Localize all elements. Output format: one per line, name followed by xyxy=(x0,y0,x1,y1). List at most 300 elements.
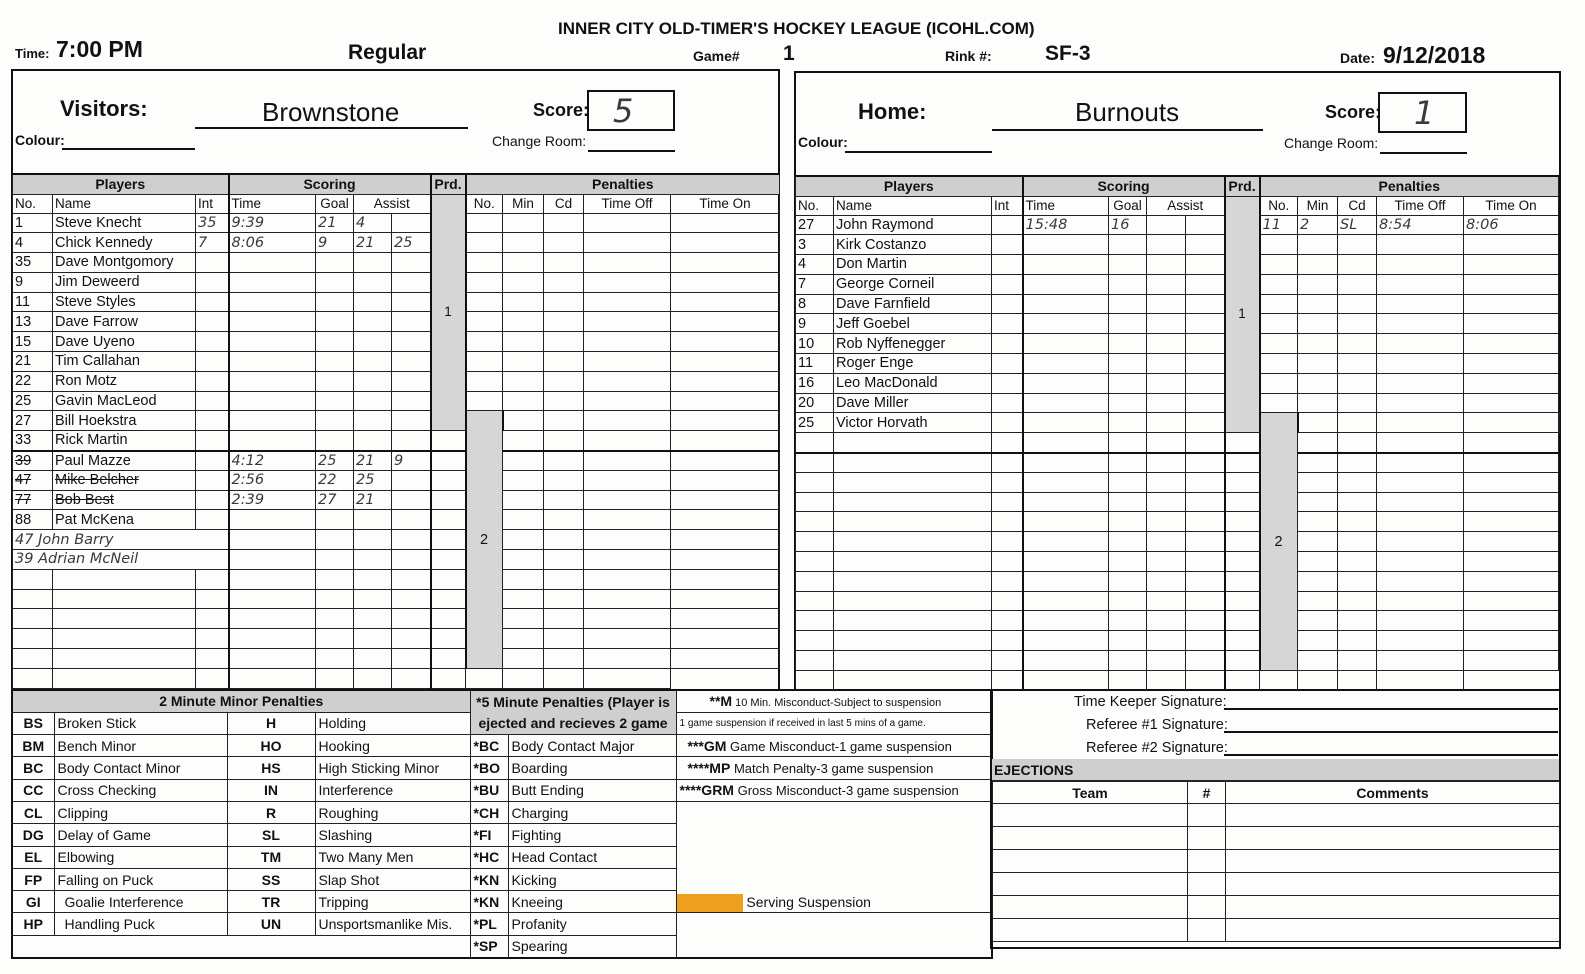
assist-1 xyxy=(354,292,392,312)
goal-scorer xyxy=(1109,631,1147,651)
goal-time: 2:56 xyxy=(229,470,316,490)
minor-desc: Unsportsmanlike Mis. xyxy=(315,913,470,935)
player-number: 77 xyxy=(13,490,53,510)
player-int xyxy=(992,631,1023,651)
minor-desc: Goalie Interference xyxy=(54,891,227,913)
player-int xyxy=(992,274,1023,294)
assist-1 xyxy=(354,510,392,530)
penalty-number xyxy=(1225,532,1260,552)
penalty-number xyxy=(431,451,466,471)
player-int xyxy=(196,391,229,411)
penalty-time-off xyxy=(1377,294,1464,314)
penalty-time-on xyxy=(671,312,780,332)
assist-2 xyxy=(1186,631,1225,651)
referee2-signature-label: Referee #2 Signature: xyxy=(1086,740,1228,756)
assist-1 xyxy=(1147,591,1186,611)
assist-2 xyxy=(1186,413,1225,433)
goal-time xyxy=(1023,314,1109,334)
assist-1: 25 xyxy=(354,470,392,490)
player-name xyxy=(834,651,992,671)
player-number: 7 xyxy=(796,274,834,294)
major-desc: Head Contact xyxy=(508,846,676,868)
assist-2 xyxy=(392,550,431,570)
minor-code: TR xyxy=(227,891,315,913)
goal-time: 9:39 xyxy=(229,213,316,233)
home-player-row xyxy=(796,373,1560,393)
penalty-time-on xyxy=(671,550,780,570)
player-number xyxy=(13,569,53,589)
penalty-minutes xyxy=(1298,571,1338,591)
penalty-time-off xyxy=(1377,393,1464,413)
ejection-cell xyxy=(1188,850,1226,873)
rink-label: Rink #: xyxy=(945,48,992,64)
player-name: Leo MacDonald xyxy=(834,373,992,393)
penalty-number xyxy=(466,272,503,292)
home-room-label: Change Room: xyxy=(1284,135,1379,151)
major-code: *CH xyxy=(470,801,508,823)
assist-2 xyxy=(392,490,431,510)
player-name xyxy=(834,611,992,631)
assist-2 xyxy=(392,569,431,589)
visitor-player-row xyxy=(13,470,780,490)
player-int xyxy=(196,451,229,471)
minor-code: TM xyxy=(227,846,315,868)
penalty-number xyxy=(1260,373,1298,393)
penalty-code xyxy=(544,629,584,649)
penalty-number xyxy=(1260,354,1298,374)
penalty-number xyxy=(466,253,503,273)
player-name: Paul Mazze xyxy=(53,451,196,471)
visitor-player-row xyxy=(13,649,780,669)
player-int xyxy=(992,354,1023,374)
minor-code: IN xyxy=(227,779,315,801)
major-code: *PL xyxy=(470,913,508,935)
minor-desc: Interference xyxy=(315,779,470,801)
minor-desc: Elbowing xyxy=(54,846,227,868)
player-int xyxy=(992,651,1023,671)
minor-desc: High Sticking Minor xyxy=(315,757,470,779)
visitor-player-row xyxy=(13,550,780,570)
minor-code: BM xyxy=(12,735,54,757)
penalty-code xyxy=(1338,453,1377,473)
player-number: 11 xyxy=(13,292,53,312)
player-int xyxy=(992,611,1023,631)
player-number xyxy=(796,472,834,492)
home-player-row xyxy=(796,670,1560,690)
penalty-minutes xyxy=(503,589,544,609)
player-int xyxy=(992,433,1023,453)
league-title: INNER CITY OLD-TIMER'S HOCKEY LEAGUE (ICOHL.COM) xyxy=(558,19,1035,38)
penalty-time-off xyxy=(584,589,671,609)
visitor-player-handwritten xyxy=(13,550,229,570)
goal-time xyxy=(1023,354,1109,374)
player-name xyxy=(834,532,992,552)
assist-1 xyxy=(1147,433,1186,453)
ejection-row xyxy=(993,873,1560,896)
visitors-score-box xyxy=(587,90,675,131)
assist-1 xyxy=(1147,294,1186,314)
major-code: *KN xyxy=(470,868,508,890)
visitor-player-row xyxy=(13,411,780,431)
goal-scorer xyxy=(316,609,354,629)
penalty-number xyxy=(1260,274,1298,294)
penalty-time-off xyxy=(1377,274,1464,294)
assist-1: 21 xyxy=(354,233,392,253)
penalty-code xyxy=(544,530,584,550)
penalty-code xyxy=(1377,413,1464,433)
player-name: Steve Knecht xyxy=(53,213,196,233)
assist-2 xyxy=(1186,314,1225,334)
penalty-time-off xyxy=(1377,552,1464,572)
ejection-cell xyxy=(1226,850,1560,873)
player-number xyxy=(796,631,834,651)
ejections-team-header: Team xyxy=(993,782,1188,804)
assist-1 xyxy=(354,431,392,451)
player-name xyxy=(53,629,196,649)
penalty-legend xyxy=(11,689,993,959)
player-name: Dave Farnfield xyxy=(834,294,992,314)
goal-scorer xyxy=(1109,314,1147,334)
penalty-number xyxy=(431,609,466,629)
penalty-number xyxy=(431,649,466,669)
player-name xyxy=(834,433,992,453)
player-name xyxy=(834,591,992,611)
penalty-number xyxy=(431,589,466,609)
player-int xyxy=(992,314,1023,334)
home-col-goal: Goal xyxy=(1109,196,1147,215)
penalty-number xyxy=(1225,670,1260,690)
penalty-time-off xyxy=(584,431,671,451)
penalty-code xyxy=(1338,393,1377,413)
visitor-period-1: 1 xyxy=(431,194,466,431)
minor-code: HO xyxy=(227,735,315,757)
home-player-row xyxy=(796,215,1560,235)
penalty-minutes xyxy=(466,668,503,688)
player-number: 25 xyxy=(13,391,53,411)
player-name: Dave Farrow xyxy=(53,312,196,332)
assist-2 xyxy=(392,470,431,490)
minor-desc: Body Contact Minor xyxy=(54,757,227,779)
home-colour-label: Colour: xyxy=(798,134,848,150)
home-players-header: Players xyxy=(796,176,1023,196)
goal-scorer xyxy=(1109,611,1147,631)
penalty-time-on xyxy=(671,371,780,391)
assist-2 xyxy=(392,589,431,609)
assist-1: 21 xyxy=(354,490,392,510)
player-name: Adrian McNeil xyxy=(38,551,139,568)
assist-1 xyxy=(1147,274,1186,294)
player-name xyxy=(834,512,992,532)
assist-1 xyxy=(1147,532,1186,552)
minor-code: SL xyxy=(227,824,315,846)
player-int xyxy=(196,431,229,451)
goal-time xyxy=(1023,274,1109,294)
visitor-player-row xyxy=(13,569,780,589)
assist-1 xyxy=(1147,334,1186,354)
penalty-time-off xyxy=(584,332,671,352)
goal-time xyxy=(1023,512,1109,532)
timekeeper-signature-label: Time Keeper Signature: xyxy=(1074,694,1227,710)
penalty-minutes xyxy=(503,490,544,510)
assist-1 xyxy=(354,530,392,550)
visitor-penalties-header: Penalties xyxy=(466,174,780,194)
assist-2 xyxy=(1186,215,1225,235)
penalty-code xyxy=(1338,571,1377,591)
penalty-number xyxy=(1298,413,1338,433)
player-number: 47 xyxy=(15,531,34,548)
goal-scorer xyxy=(316,391,354,411)
penalty-code xyxy=(544,510,584,530)
penalty-time-on xyxy=(1464,631,1559,651)
penalty-number xyxy=(431,668,466,688)
assist-1 xyxy=(1147,393,1186,413)
penalty-time-off xyxy=(1377,532,1464,552)
player-int xyxy=(992,552,1023,572)
penalty-time-off xyxy=(1377,314,1464,334)
goal-scorer xyxy=(1109,354,1147,374)
assist-2 xyxy=(1186,433,1225,453)
goal-time xyxy=(1023,255,1109,275)
penalty-minutes xyxy=(1298,532,1338,552)
goal-scorer: 27 xyxy=(316,490,354,510)
player-name: Rob Nyffenegger xyxy=(834,334,992,354)
goal-scorer xyxy=(316,510,354,530)
assist-2 xyxy=(1186,532,1225,552)
assist-1 xyxy=(1147,314,1186,334)
visitor-scoring-header: Scoring xyxy=(229,174,431,194)
ejection-cell xyxy=(993,827,1188,850)
penalty-time-on xyxy=(671,431,780,451)
home-player-row xyxy=(796,354,1560,374)
penalty-number xyxy=(1225,611,1260,631)
misc-desc: Game Misconduct-1 game suspension xyxy=(730,738,952,754)
misc-code: ****GRM xyxy=(679,782,734,799)
minor-desc: Bench Minor xyxy=(54,735,227,757)
assist-1 xyxy=(1147,651,1186,671)
penalty-time-off: 8:54 xyxy=(1377,215,1464,235)
penalty-time-on xyxy=(671,253,780,273)
penalty-time-off xyxy=(1377,235,1464,255)
player-name xyxy=(53,668,196,688)
player-int xyxy=(196,490,229,510)
penalty-time-off xyxy=(1377,591,1464,611)
assist-2 xyxy=(1186,611,1225,631)
penalty-time-on xyxy=(671,451,780,471)
goal-time xyxy=(1023,492,1109,512)
referee1-signature-label: Referee #1 Signature: xyxy=(1086,717,1228,733)
goal-scorer xyxy=(316,411,354,431)
goal-scorer xyxy=(1109,651,1147,671)
assist-1 xyxy=(1147,235,1186,255)
penalty-number xyxy=(1260,294,1298,314)
penalty-code xyxy=(544,649,584,669)
penalty-code xyxy=(1338,334,1377,354)
goal-scorer xyxy=(1109,294,1147,314)
ejection-row xyxy=(993,804,1560,827)
ejection-cell xyxy=(1188,804,1226,827)
assist-1 xyxy=(1147,255,1186,275)
goal-scorer xyxy=(316,649,354,669)
visitor-player-row xyxy=(13,668,780,688)
penalty-time-on xyxy=(671,213,780,233)
goal-time xyxy=(1023,413,1109,433)
penalty-time-off xyxy=(1377,611,1464,631)
penalty-number xyxy=(1225,492,1260,512)
penalty-time-on xyxy=(671,609,780,629)
ejection-row xyxy=(993,919,1560,942)
goal-scorer xyxy=(316,629,354,649)
visitor-col-assist: Assist xyxy=(354,194,431,213)
ejections-number-header: # xyxy=(1188,782,1226,804)
assist-2 xyxy=(1186,373,1225,393)
assist-1 xyxy=(1147,472,1186,492)
penalty-minutes xyxy=(1298,631,1338,651)
home-col-name: Name xyxy=(834,196,992,215)
goal-scorer: 25 xyxy=(316,451,354,471)
penalty-time-off xyxy=(584,510,671,530)
home-col-min: Min xyxy=(1298,196,1338,215)
penalty-time-on xyxy=(1464,611,1559,631)
penalty-number xyxy=(1225,453,1260,473)
penalty-number xyxy=(466,352,503,372)
penalty-number xyxy=(466,233,503,253)
assist-2 xyxy=(392,649,431,669)
visitor-player-row xyxy=(13,609,780,629)
goal-scorer xyxy=(1109,453,1147,473)
legend-empty xyxy=(12,935,470,957)
goal-time xyxy=(1023,334,1109,354)
ejection-row xyxy=(993,827,1560,850)
assist-2 xyxy=(392,391,431,411)
goal-time xyxy=(229,292,316,312)
player-number: 10 xyxy=(796,334,834,354)
goal-time xyxy=(1023,235,1109,255)
penalty-minutes xyxy=(1298,255,1338,275)
ejection-cell xyxy=(1226,804,1560,827)
penalty-time-on xyxy=(671,569,780,589)
assist-2 xyxy=(1186,552,1225,572)
goal-scorer xyxy=(1109,532,1147,552)
penalty-minutes xyxy=(1298,453,1338,473)
home-period-2: 2 xyxy=(1260,413,1298,670)
penalty-code xyxy=(544,490,584,510)
major-desc: Fighting xyxy=(508,824,676,846)
penalty-number xyxy=(431,629,466,649)
visitors-scoresheet xyxy=(12,173,780,689)
misc-row-1 xyxy=(676,712,992,734)
assist-2 xyxy=(1186,492,1225,512)
assist-2 xyxy=(1186,651,1225,671)
penalty-time-off xyxy=(1377,571,1464,591)
player-name: Gavin MacLeod xyxy=(53,391,196,411)
home-player-row xyxy=(796,532,1560,552)
player-name: John Barry xyxy=(38,531,114,548)
home-player-row xyxy=(796,393,1560,413)
penalty-time-on xyxy=(671,391,780,411)
visitor-player-row xyxy=(13,391,780,411)
player-name xyxy=(834,670,992,690)
player-number: 20 xyxy=(796,393,834,413)
penalty-number xyxy=(1225,433,1260,453)
minor-code: H xyxy=(227,712,315,734)
penalty-time-on xyxy=(1464,235,1559,255)
player-int xyxy=(196,292,229,312)
penalty-minutes xyxy=(544,411,584,431)
penalty-minutes xyxy=(503,451,544,471)
penalty-number xyxy=(431,530,466,550)
game-type: Regular xyxy=(348,41,427,64)
assist-2 xyxy=(1186,472,1225,492)
penalty-minutes xyxy=(1298,334,1338,354)
penalty-time-off xyxy=(584,451,671,471)
goal-time xyxy=(1023,651,1109,671)
player-int xyxy=(196,371,229,391)
assist-2 xyxy=(392,272,431,292)
penalty-time-on xyxy=(671,589,780,609)
visitor-prd-header: Prd. xyxy=(431,174,466,194)
penalty-time-on xyxy=(671,470,780,490)
penalty-time-off xyxy=(544,668,584,688)
ejection-cell xyxy=(993,896,1188,919)
minor-desc: Cross Checking xyxy=(54,779,227,801)
assist-2 xyxy=(392,253,431,273)
penalty-time-off xyxy=(584,629,671,649)
penalty-code xyxy=(503,668,544,688)
goal-scorer xyxy=(1109,571,1147,591)
goal-time xyxy=(229,391,316,411)
assist-1 xyxy=(354,371,392,391)
penalty-number xyxy=(466,292,503,312)
goal-time xyxy=(229,550,316,570)
penalty-minutes xyxy=(503,352,544,372)
penalty-code xyxy=(1338,591,1377,611)
visitor-col-time-on: Time On xyxy=(671,194,780,213)
assist-2 xyxy=(392,668,431,688)
legend-row xyxy=(12,757,992,779)
penalty-minutes xyxy=(503,292,544,312)
penalty-number xyxy=(466,332,503,352)
player-number: 47 xyxy=(13,470,53,490)
ejection-cell xyxy=(1188,873,1226,896)
minor-code: CC xyxy=(12,779,54,801)
penalty-code xyxy=(544,451,584,471)
player-number: 39 xyxy=(15,551,34,568)
penalty-time-on xyxy=(671,490,780,510)
visitors-score-label: Score: xyxy=(533,100,590,120)
goal-time xyxy=(229,352,316,372)
player-number: 21 xyxy=(13,352,53,372)
penalty-time-on xyxy=(1464,472,1559,492)
penalty-time-off xyxy=(584,253,671,273)
player-int xyxy=(992,334,1023,354)
player-number: 39 xyxy=(13,451,53,471)
home-player-row xyxy=(796,294,1560,314)
assist-2 xyxy=(392,510,431,530)
goal-time xyxy=(229,629,316,649)
penalty-time-on xyxy=(1464,492,1559,512)
assist-1 xyxy=(354,589,392,609)
goal-scorer xyxy=(1109,373,1147,393)
player-number xyxy=(796,571,834,591)
penalty-minutes xyxy=(1298,433,1338,453)
misc-row-3 xyxy=(676,757,992,779)
goal-scorer xyxy=(1109,591,1147,611)
assist-2 xyxy=(392,530,431,550)
penalty-code xyxy=(1338,274,1377,294)
player-name xyxy=(834,552,992,572)
penalty-minutes xyxy=(503,550,544,570)
major-code: *BC xyxy=(470,735,508,757)
